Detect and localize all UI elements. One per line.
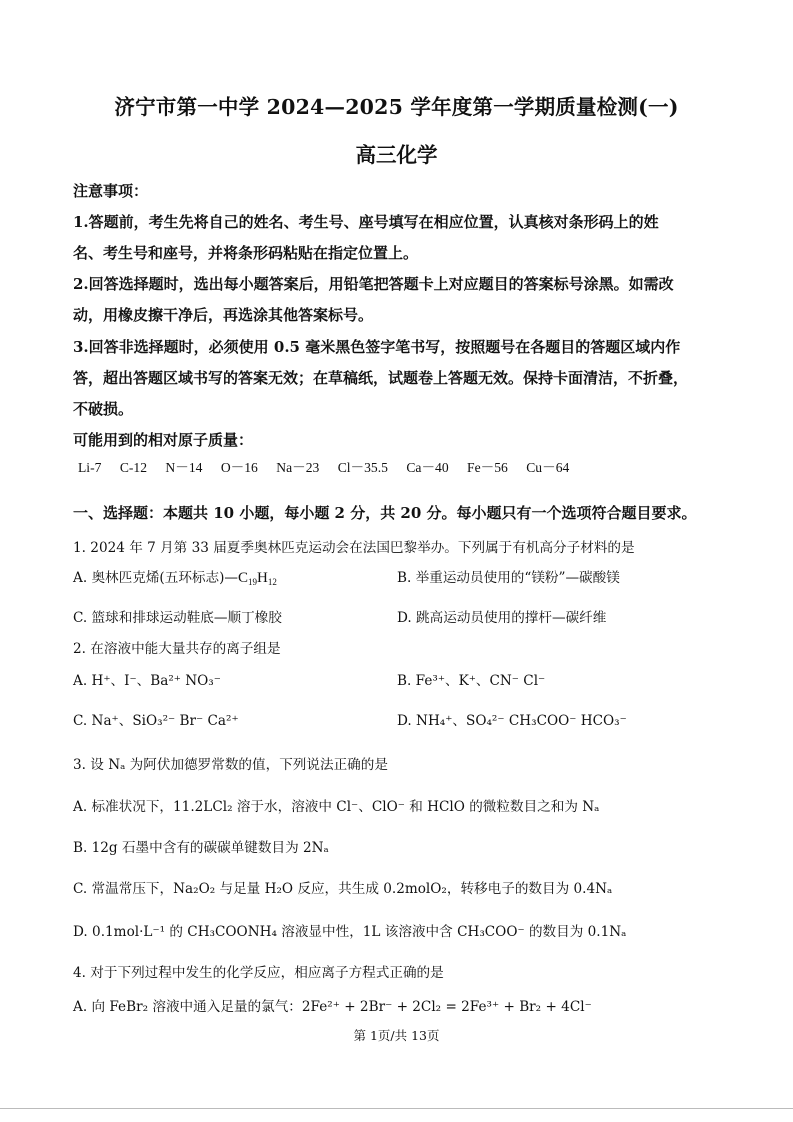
q1-option-a: A. 奥林匹克烯(五环标志)$—C_{19}H_{12}$	[73, 570, 277, 587]
notice-line-3c: 不破损。	[73, 400, 134, 418]
notice-heading: 注意事项：	[73, 182, 149, 200]
q3-option-d: D. 0.1mol·L⁻¹ 的 CH₃COONH₄ 溶液显中性，1L 该溶液中含 CH₃COO⁻ 的数目为 0.1Nₐ	[73, 924, 627, 940]
mass-item: N－14	[165, 460, 203, 475]
q1-option-d: D. 跳高运动员使用的撑杆—碳纤维	[397, 610, 607, 626]
q4-stem: 4. 对于下列过程中发生的化学反应，相应离子方程式正确的是	[73, 965, 444, 981]
mass-item: Cu－64	[526, 460, 570, 475]
q1-stem: 1. 2024 年 7 月第 33 届夏季奥林匹克运动会在法国巴黎举办。下列属于有机高分子材料的是	[73, 540, 635, 556]
q2-option-b: B. Fe³⁺、K⁺、CN⁻ Cl⁻	[397, 673, 546, 689]
exam-subject: 高三化学	[355, 143, 438, 167]
mass-item: O－16	[220, 460, 258, 475]
notice-line-2a: 2.回答选择题时，选出每小题答案后，用铅笔把答题卡上对应题目的答案标号涂黑。如需改	[73, 275, 674, 293]
mass-item: Na－23	[276, 460, 320, 475]
q1-option-b: B. 举重运动员使用的“镁粉”—碳酸镁	[397, 570, 620, 586]
exam-title: 济宁市第一中学 2024—2025 学年度第一学期质量检测(一)	[114, 95, 679, 119]
q2-option-c: C. Na⁺、SiO₃²⁻ Br⁻ Ca²⁺	[73, 713, 239, 729]
q3-option-a: A. 标准状况下，11.2LCl₂ 溶于水，溶液中 Cl⁻、ClO⁻ 和 HClO 的微粒数目之和为 Nₐ	[73, 799, 600, 815]
q1-option-c: C. 篮球和排球运动鞋底—顺丁橡胶	[73, 610, 282, 626]
q2-option-a: A. H⁺、I⁻、Ba²⁺ NO₃⁻	[73, 673, 221, 689]
q3-option-b: B. 12g 石墨中含有的碳碳单键数目为 2Nₐ	[73, 840, 329, 856]
mass-item: Fe－56	[467, 460, 508, 475]
q2-stem: 2. 在溶液中能大量共存的离子组是	[73, 641, 281, 657]
atomic-mass-heading: 可能用到的相对原子质量：	[73, 431, 254, 449]
q2-option-d: D. NH₄⁺、SO₄²⁻ CH₃COO⁻ HCO₃⁻	[397, 713, 627, 729]
mass-item: Ca－40	[406, 460, 449, 475]
section-heading: 一、选择题：本题共 10 小题，每小题 2 分，共 20 分。每小题只有一个选项符合题目要求。	[73, 504, 697, 522]
q3-option-c: C. 常温常压下，Na₂O₂ 与足量 H₂O 反应，共生成 0.2molO₂，转移电子的数目为 0.4Nₐ	[73, 881, 613, 897]
notice-line-1b: 名、考生号和座号，并将条形码粘贴在指定位置上。	[73, 244, 419, 262]
notice-line-3a: 3.回答非选择题时，必须使用 0.5 毫米黑色签字笔书写，按照题号在各题目的答题区域内作	[73, 338, 681, 356]
page-number: 第 1页/共 13页	[353, 1028, 440, 1043]
mass-item: Li-7	[78, 460, 102, 475]
q4-option-a: A. 向 FeBr₂ 溶液中通入足量的氯气：2Fe²⁺ + 2Br⁻ + 2Cl₂ = 2Fe³⁺ + Br₂ + 4Cl⁻	[73, 999, 592, 1015]
notice-line-3b: 答，超出答题区域书写的答案无效；在草稿纸，试题卷上答题无效。保持卡面清洁，不折叠，	[73, 369, 689, 387]
notice-line-1a: 1.答题前，考生先将自己的姓名、考生号、座号填写在相应位置，认真核对条形码上的姓	[73, 213, 659, 231]
mass-item: C-12	[119, 460, 147, 475]
atomic-mass-list	[78, 456, 584, 476]
mass-item: Cl－35.5	[337, 460, 388, 475]
page-bottom-divider	[0, 1108, 793, 1109]
notice-line-2b: 动，用橡皮擦干净后，再选涂其他答案标号。	[73, 306, 374, 324]
q3-stem: 3. 设 Nₐ 为阿伏加德罗常数的值，下列说法正确的是	[73, 757, 388, 773]
